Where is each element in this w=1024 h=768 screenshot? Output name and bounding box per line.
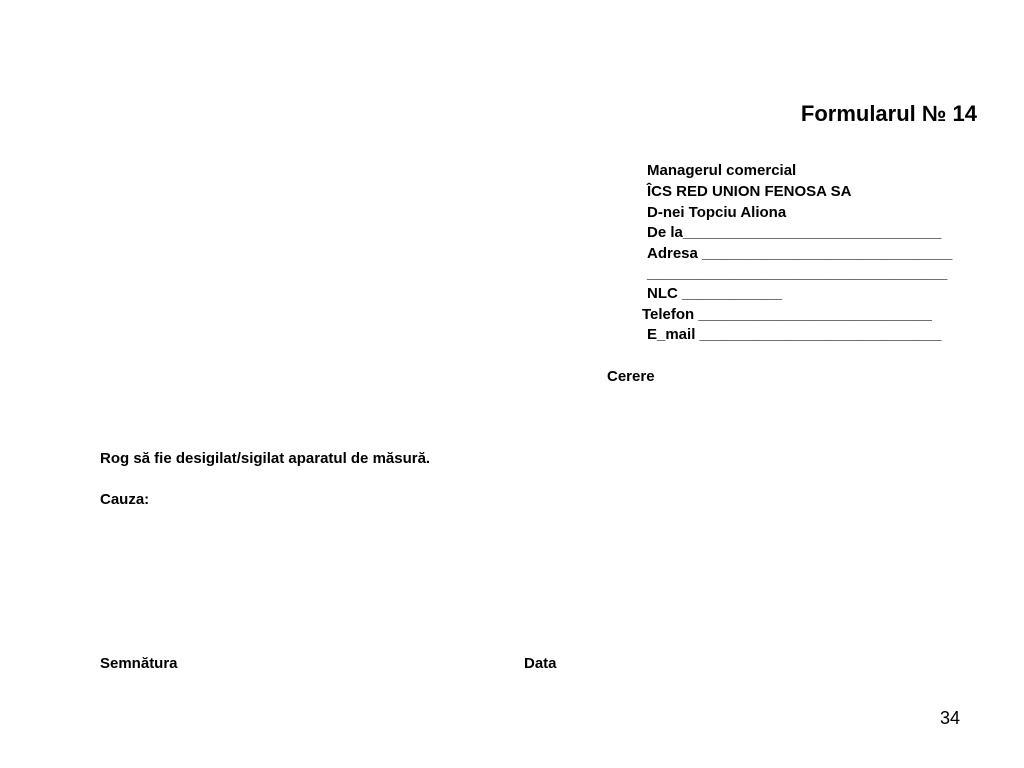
recipient-name: D-nei Topciu Aliona bbox=[647, 204, 787, 221]
request-text: Rog să fie desigilat/sigilat aparatul de măsură. bbox=[100, 450, 431, 467]
recipient-company: ÎCS RED UNION FENOSA SA bbox=[647, 183, 852, 200]
from-field-line: De la_______________________________ bbox=[647, 224, 942, 241]
signature-label: Semnătura bbox=[100, 655, 178, 672]
cause-label: Cauza: bbox=[100, 491, 150, 508]
address-field-line: Adresa ______________________________ bbox=[647, 245, 953, 262]
page-number: 34 bbox=[940, 708, 961, 728]
phone-field-line: Telefon ____________________________ bbox=[642, 306, 932, 323]
date-label: Data bbox=[524, 655, 557, 672]
email-field-line: E_mail _____________________________ bbox=[647, 326, 942, 343]
address-continuation-line: ____________________________________ bbox=[647, 265, 948, 282]
recipient-position: Managerul comercial bbox=[647, 162, 797, 179]
document-heading: Cerere bbox=[607, 368, 655, 385]
nlc-field-line: NLC ____________ bbox=[647, 285, 783, 302]
form-title: Formularul № 14 bbox=[800, 101, 977, 126]
